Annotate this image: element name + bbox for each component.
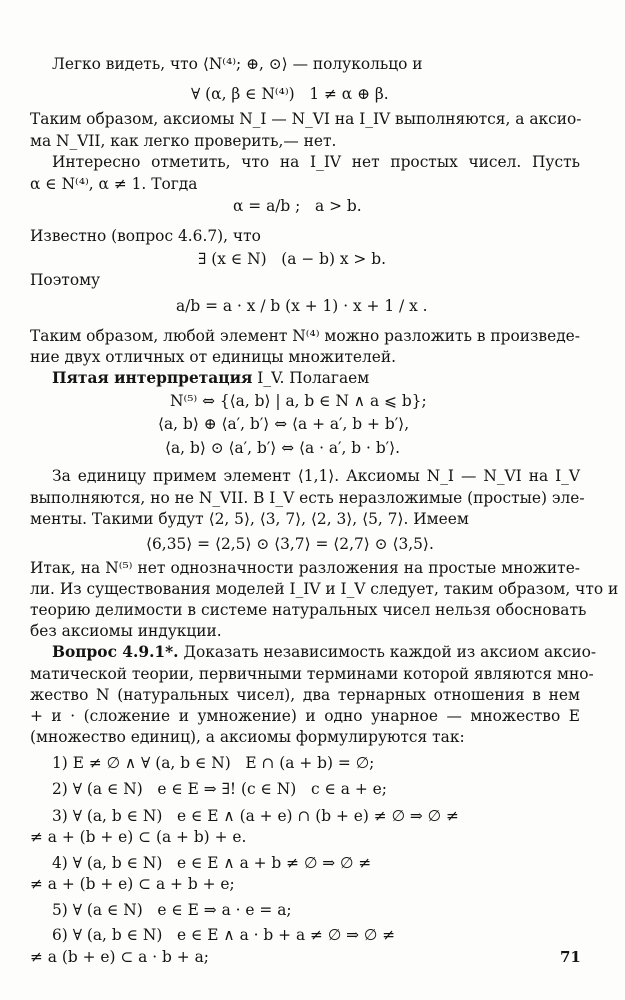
formula-line-9: ∃ (x ∈ N) (a − b) x > b.	[198, 250, 386, 268]
page-number: 71	[560, 948, 581, 966]
text-line-12: Таким образом, любой элемент N⁽⁴⁾ можно разложить в произведе-	[30, 327, 580, 345]
formula-line-17: ⟨a, b⟩ ⊙ ⟨a′, b′⟩ ⇔ ⟨a · a′, b · b′⟩.	[165, 439, 401, 457]
text-line-26: Вопрос 4.9.1*. Доказать независимость каждой из аксиом аксио-	[52, 643, 597, 661]
formula-line-11: a/b = a · x / b (x + 1) · x + 1 / x .	[176, 297, 428, 315]
text-line-14: Пятая интерпретация I_V. Полагаем	[52, 369, 370, 387]
formula-line-21: ⟨6,35⟩ = ⟨2,5⟩ ⊙ ⟨3,7⟩ = ⟨2,7⟩ ⊙ ⟨3,5⟩.	[146, 535, 434, 553]
text-line-3: Таким образом, аксиомы N_I — N_VI на I_IV выполняются, а аксио-	[30, 110, 582, 128]
text-line-27: матической теории, первичными терминами которой являются мно-	[30, 665, 594, 683]
axiom-3: 3) ∀ (a, b ∈ N) e ∈ E ∧ (a + e) ∩ (b + e) ≠ ∅ ⇒ ∅ ≠	[52, 807, 459, 825]
text-line-1: Легко видеть, что ⟨N⁽⁴⁾; ⊕, ⊙⟩ — полукольцо и	[52, 55, 423, 73]
axiom-6-cont: ≠ a (b + e) ⊂ a · b + a;	[30, 948, 209, 966]
text-line-29: + и · (сложение и умножение) и одно унарное — множество E	[30, 707, 580, 725]
formula-line-2: ∀ (α, β ∈ N⁽⁴⁾) 1 ≠ α ⊕ β.	[191, 85, 389, 103]
axiom-6: 6) ∀ (a, b ∈ N) e ∈ E ∧ a · b + a ≠ ∅ ⇒ ∅ ≠	[52, 926, 396, 944]
text-line-19: выполняются, но не N_VII. В I_V есть неразложимые (простые) эле-	[30, 489, 585, 507]
axiom-4: 4) ∀ (a, b ∈ N) e ∈ E ∧ a + b ≠ ∅ ⇒ ∅ ≠	[52, 854, 372, 872]
text-line-5: Интересно отметить, что на I_IV нет простых чисел. Пусть	[52, 153, 580, 171]
formula-line-15: N⁽⁵⁾ ⇔ {⟨a, b⟩ | a, b ∈ N ∧ a ⩽ b};	[170, 392, 427, 410]
formula-line-7: α = a/b ; a > b.	[233, 197, 362, 215]
text-line-18: За единицу примем элемент ⟨1,1⟩. Аксиомы N_I — N_VI на I_V	[52, 467, 580, 485]
axiom-1: 1) E ≠ ∅ ∧ ∀ (a, b ∈ N) E ∩ (a + b) = ∅;	[52, 754, 375, 772]
axiom-4-cont: ≠ a + (b + e) ⊂ a + b + e;	[30, 875, 235, 893]
text-line-13: ние двух отличных от единицы множителей.	[30, 348, 396, 366]
axiom-2: 2) ∀ (a ∈ N) e ∈ E ⇒ ∃! (c ∈ N) c ∈ a + e;	[52, 780, 387, 798]
text-line-30: (множество единиц), а аксиомы формулируются так:	[30, 728, 465, 746]
interpretation-heading: Пятая интерпретация	[52, 369, 253, 387]
text-line-25: без аксиомы индукции.	[30, 622, 222, 640]
text-line-10: Поэтому	[30, 271, 101, 289]
text-line-20: менты. Такими будут ⟨2, 5⟩, ⟨3, 7⟩, ⟨2, 3⟩, ⟨5, 7⟩. Имеем	[30, 510, 469, 528]
text-line-28: жество N (натуральных чисел), два тернарных отношения в нем	[30, 686, 580, 704]
text-line-24: теорию делимости в системе натуральных чисел нельзя обосновать	[30, 601, 587, 619]
axiom-3-cont: ≠ a + (b + e) ⊂ (a + b) + e.	[30, 828, 247, 846]
text-line-8: Известно (вопрос 4.6.7), что	[30, 227, 261, 245]
formula-line-16: ⟨a, b⟩ ⊕ ⟨a′, b′⟩ ⇔ ⟨a + a′, b + b′⟩,	[158, 415, 410, 433]
text-line-22: Итак, на N⁽⁵⁾ нет однозначности разложения на простые множите-	[30, 559, 580, 577]
text-line-23: ли. Из существования моделей I_IV и I_V следует, таким образом, что и	[30, 580, 619, 598]
text-line-6: α ∈ N⁽⁴⁾, α ≠ 1. Тогда	[30, 175, 198, 193]
axiom-5: 5) ∀ (a ∈ N) e ∈ E ⇒ a · e = a;	[52, 901, 292, 919]
text-line-4: ма N_VII, как легко проверить,— нет.	[30, 132, 337, 150]
question-heading: Вопрос 4.9.1*.	[52, 643, 179, 661]
